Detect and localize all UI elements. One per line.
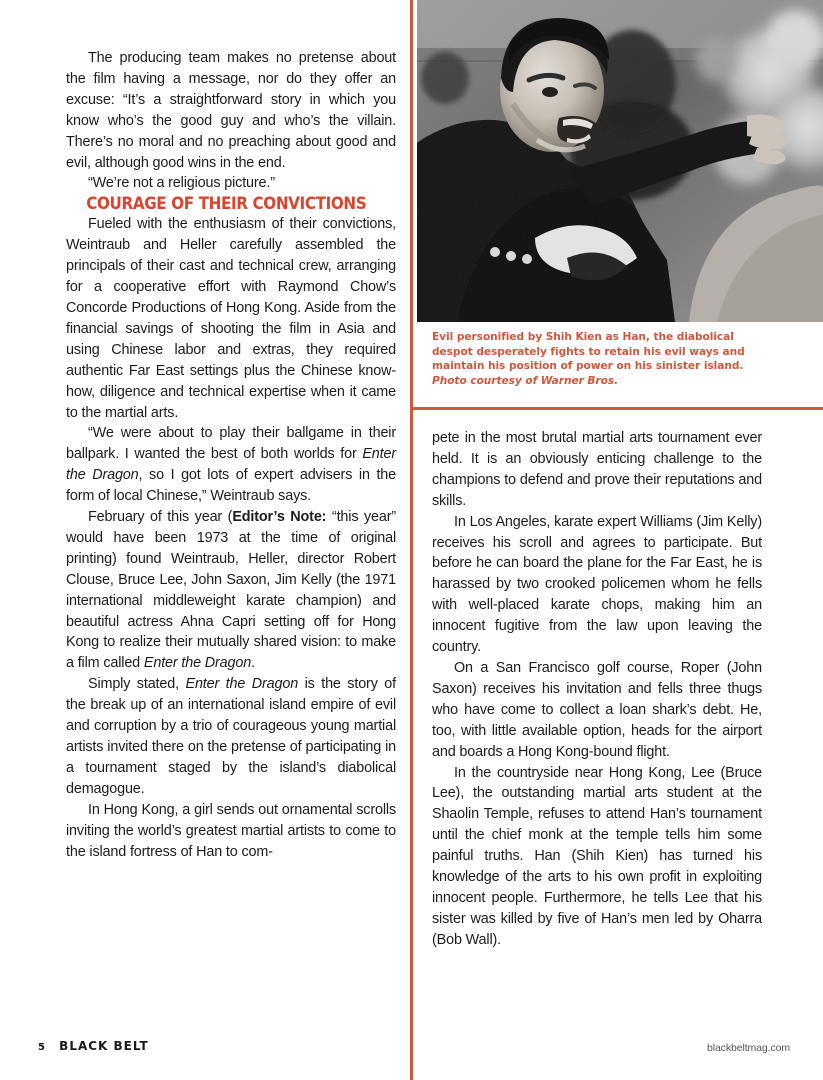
section-heading: COURAGE OF THEIR CONVICTIONS [86,194,367,214]
article-right-column [432,428,762,951]
editors-note-label: Editor’s Note: [232,509,327,526]
paragraph [66,507,396,674]
paragraph: In the countryside near Hong Kong, Lee (Bruce Lee), the outstanding martial arts student at the Shaolin Temple, refuses to attend Han’s tournament until the chief monk at the temple tells him some painful truths. Han (Shih Kien) has turned his knowledge of the arts to his own profit in exploiting innocent people. Furthermore, he tells Lee that his sister was killed by five of Han’s men led by Oharra (Bob Wall). [432,764,762,948]
article-left-column [66,48,396,862]
column-divider-bottom [410,409,413,1080]
paragraph [66,674,396,799]
february-part-2: “this year” would have been 1973 at the time of original printing) found Weintraub, Heller, director Robert Clouse, Bruce Lee, John Saxon, Jim Kelly (the 1971 international middleweight karate champion) and beautiful actress Ahna Capri setting off for Hong Kong to realize their mutually shared vision: to make a film called [66,509,397,672]
photo-caption [432,330,762,389]
page-number: 5 [38,1042,46,1053]
magazine-brand: BLACK BELT [59,1039,149,1053]
paragraph [66,423,396,507]
paragraph: On a San Francisco golf course, Roper (John Saxon) receives his invitation and fells three thugs who have come to collect a loan shark’s debt. He, too, with little available option, heads for the airport and boards a Hong Kong-bound flight. [432,659,762,760]
shih-kien-as-han-photo [417,0,823,322]
film-title-italic: Enter the Dragon [185,676,299,693]
caption-line-1: Evil personified by Shih Kien as Han, the diabolical despot [432,331,734,358]
caption-line-3: position of power on his sinister island. [508,360,744,373]
quote-part-2: , so I got lots of expert advisers in the form of local Chinese,” Weintraub says. [66,467,397,505]
february-period: . [251,655,255,672]
paragraph: The producing team makes no pretense about the film having a message, nor do they offer an excuse: “It’s a straightforward story in which you know who’s the good guy and who’s the villain. There’s no moral and no preaching about good and evil, although good wins in the end. [66,50,396,171]
paragraph: In Los Angeles, karate expert Williams (Jim Kelly) receives his scroll and agrees to participate. But before he can board the plane for the Far East, he is harassed by two crooked policemen whom he fells with well-placed karate chops, making him an innocent fugitive from the law upon leaving the country. [432,513,762,656]
film-title-italic: Enter the Dragon [143,655,252,672]
paragraph: pete in the most brutal martial arts tournament ever held. It is an obviously enticing challenge to the champions to defend and prove their reputations and skills. [432,430,762,509]
caption-credit-1: Photo courtesy of [432,375,538,388]
film-title-italic: Enter the Dragon [66,446,396,484]
caption-credit-2: Warner Bros. [540,375,619,388]
column-divider-top [410,0,413,409]
caption-divider-rule [410,407,823,410]
february-part-1: February of this year ( [88,509,233,526]
footer-website[interactable]: blackbeltmag.com [706,1042,790,1054]
quote-part-1: “We were about to play their ballgame in their ballpark. I wanted the best of both worlds for [66,425,396,463]
simply-part-1: Simply stated, [88,676,186,693]
simply-part-2: is the story of the break up of an international island empire of evil and corruption by a trio of courageous young martial artists invited there on the pretense of participating in a tournament staged by the island’s diabolical demagogue. [66,676,396,797]
paragraph: Fueled with the enthusiasm of their convictions, Weintraub and Heller carefully assembled the principals of their cast and technical crew, arranging for a cooperative effort with Raymond Chow’s Concorde Productions of Hong Kong. Aside from the financial savings of shooting the film in Asia and using Chinese labor and extras, they required authentic Far East settings plus the Chinese know-how, diligence and technical expertise when it came to the martial arts. [66,216,396,421]
paragraph: In Hong Kong, a girl sends out ornamental scrolls inviting the world’s greatest martial artists to come to the island fortress of Han to com- [66,801,396,860]
paragraph: “We’re not a religious picture.” [88,175,275,192]
caption-line-2: desperately fights to retain his evil ways and maintain his [432,345,745,373]
footer-left [38,1039,149,1053]
